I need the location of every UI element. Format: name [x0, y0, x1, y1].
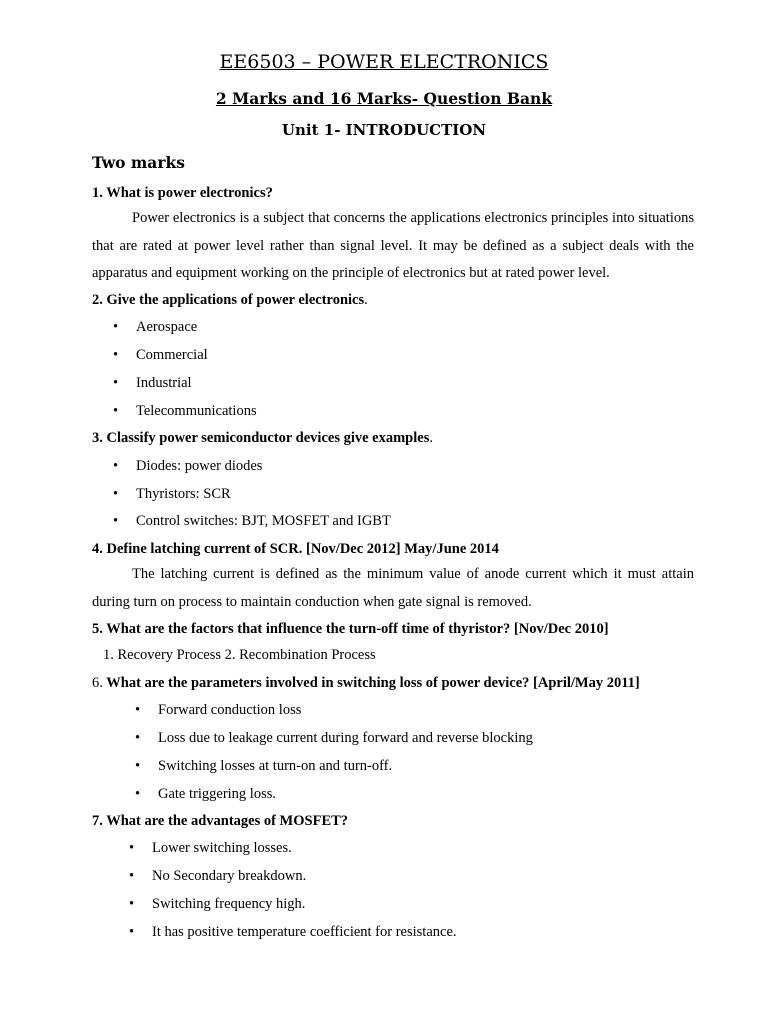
question-1: 1. What is power electronics?: [92, 185, 273, 201]
bullet-icon: •: [113, 513, 119, 529]
question-7: 7. What are the advantages of MOSFET?: [92, 813, 349, 829]
list-item: • Switching losses at turn-on and turn-off.: [135, 758, 393, 774]
question-2: [92, 292, 368, 309]
list-item: • Gate triggering loss.: [135, 786, 276, 802]
bullet-icon: •: [135, 758, 141, 774]
bullet-icon: •: [135, 702, 141, 718]
course-title: EE6503 – POWER ELECTRONICS: [219, 51, 549, 73]
bullet-icon: •: [113, 375, 119, 391]
list-item: • Diodes: power diodes: [113, 458, 263, 474]
list-item: • No Secondary breakdown.: [129, 868, 307, 884]
list-item: • It has positive temperature coefficient for resistance.: [129, 924, 457, 940]
question-3: [92, 430, 433, 447]
answer-4: The latching current is defined as the minimum value of anode current which it must attain during turn on process to maintain conduction when gate signal is removed.: [92, 566, 694, 610]
bullet-icon: •: [113, 458, 119, 474]
bullet-icon: •: [129, 924, 135, 940]
section-heading: Two marks: [92, 153, 185, 172]
list-item: • Industrial: [113, 375, 192, 391]
question-5: 5. What are the factors that influence the turn-off time of thyristor? [Nov/Dec 2010]: [92, 621, 609, 637]
bullet-icon: •: [113, 347, 119, 363]
question-3-suffix: .: [429, 430, 433, 446]
bullet-icon: •: [113, 319, 119, 335]
bullet-icon: •: [129, 896, 135, 912]
list-item: • Loss due to leakage current during forward and reverse blocking: [135, 730, 533, 746]
question-3-label: 3. Classify power semiconductor devices give examples: [92, 430, 430, 446]
answer-1: Power electronics is a subject that concerns the applications electronics principles into situations that are rated at power level rather than signal level. It may be defined as a subject deals with the apparatus and equipment working on the principle of electronics but at rated power level.: [92, 210, 694, 281]
question-2-label: 2. Give the applications of power electronics: [92, 292, 365, 308]
question-2-suffix: .: [364, 292, 368, 308]
bullet-icon: •: [129, 868, 135, 884]
list-item: • Forward conduction loss: [135, 702, 302, 718]
list-item: • Telecommunications: [113, 403, 257, 419]
unit-title: Unit 1- INTRODUCTION: [281, 121, 487, 139]
list-item: • Aerospace: [113, 319, 198, 335]
question-4: 4. Define latching current of SCR. [Nov/Dec 2012] May/June 2014: [92, 541, 499, 557]
list-item: • Switching frequency high.: [129, 896, 306, 912]
bullet-icon: •: [113, 486, 119, 502]
bullet-icon: •: [135, 730, 141, 746]
question-6: [92, 675, 640, 692]
answer-5: 1. Recovery Process 2. Recombination Process: [103, 647, 376, 663]
bullet-icon: •: [135, 786, 141, 802]
question-bank-subtitle: 2 Marks and 16 Marks- Question Bank: [215, 89, 553, 108]
list-item: • Commercial: [113, 347, 208, 363]
list-item: • Thyristors: SCR: [113, 486, 231, 502]
question-6-label: What are the parameters involved in switching loss of power device? [April/May 2011]: [106, 675, 640, 691]
list-item: • Lower switching losses.: [129, 840, 292, 856]
question-6-number: 6.: [92, 675, 103, 691]
bullet-icon: •: [129, 840, 135, 856]
list-item: • Control switches: BJT, MOSFET and IGBT: [113, 513, 391, 529]
bullet-icon: •: [113, 403, 119, 419]
